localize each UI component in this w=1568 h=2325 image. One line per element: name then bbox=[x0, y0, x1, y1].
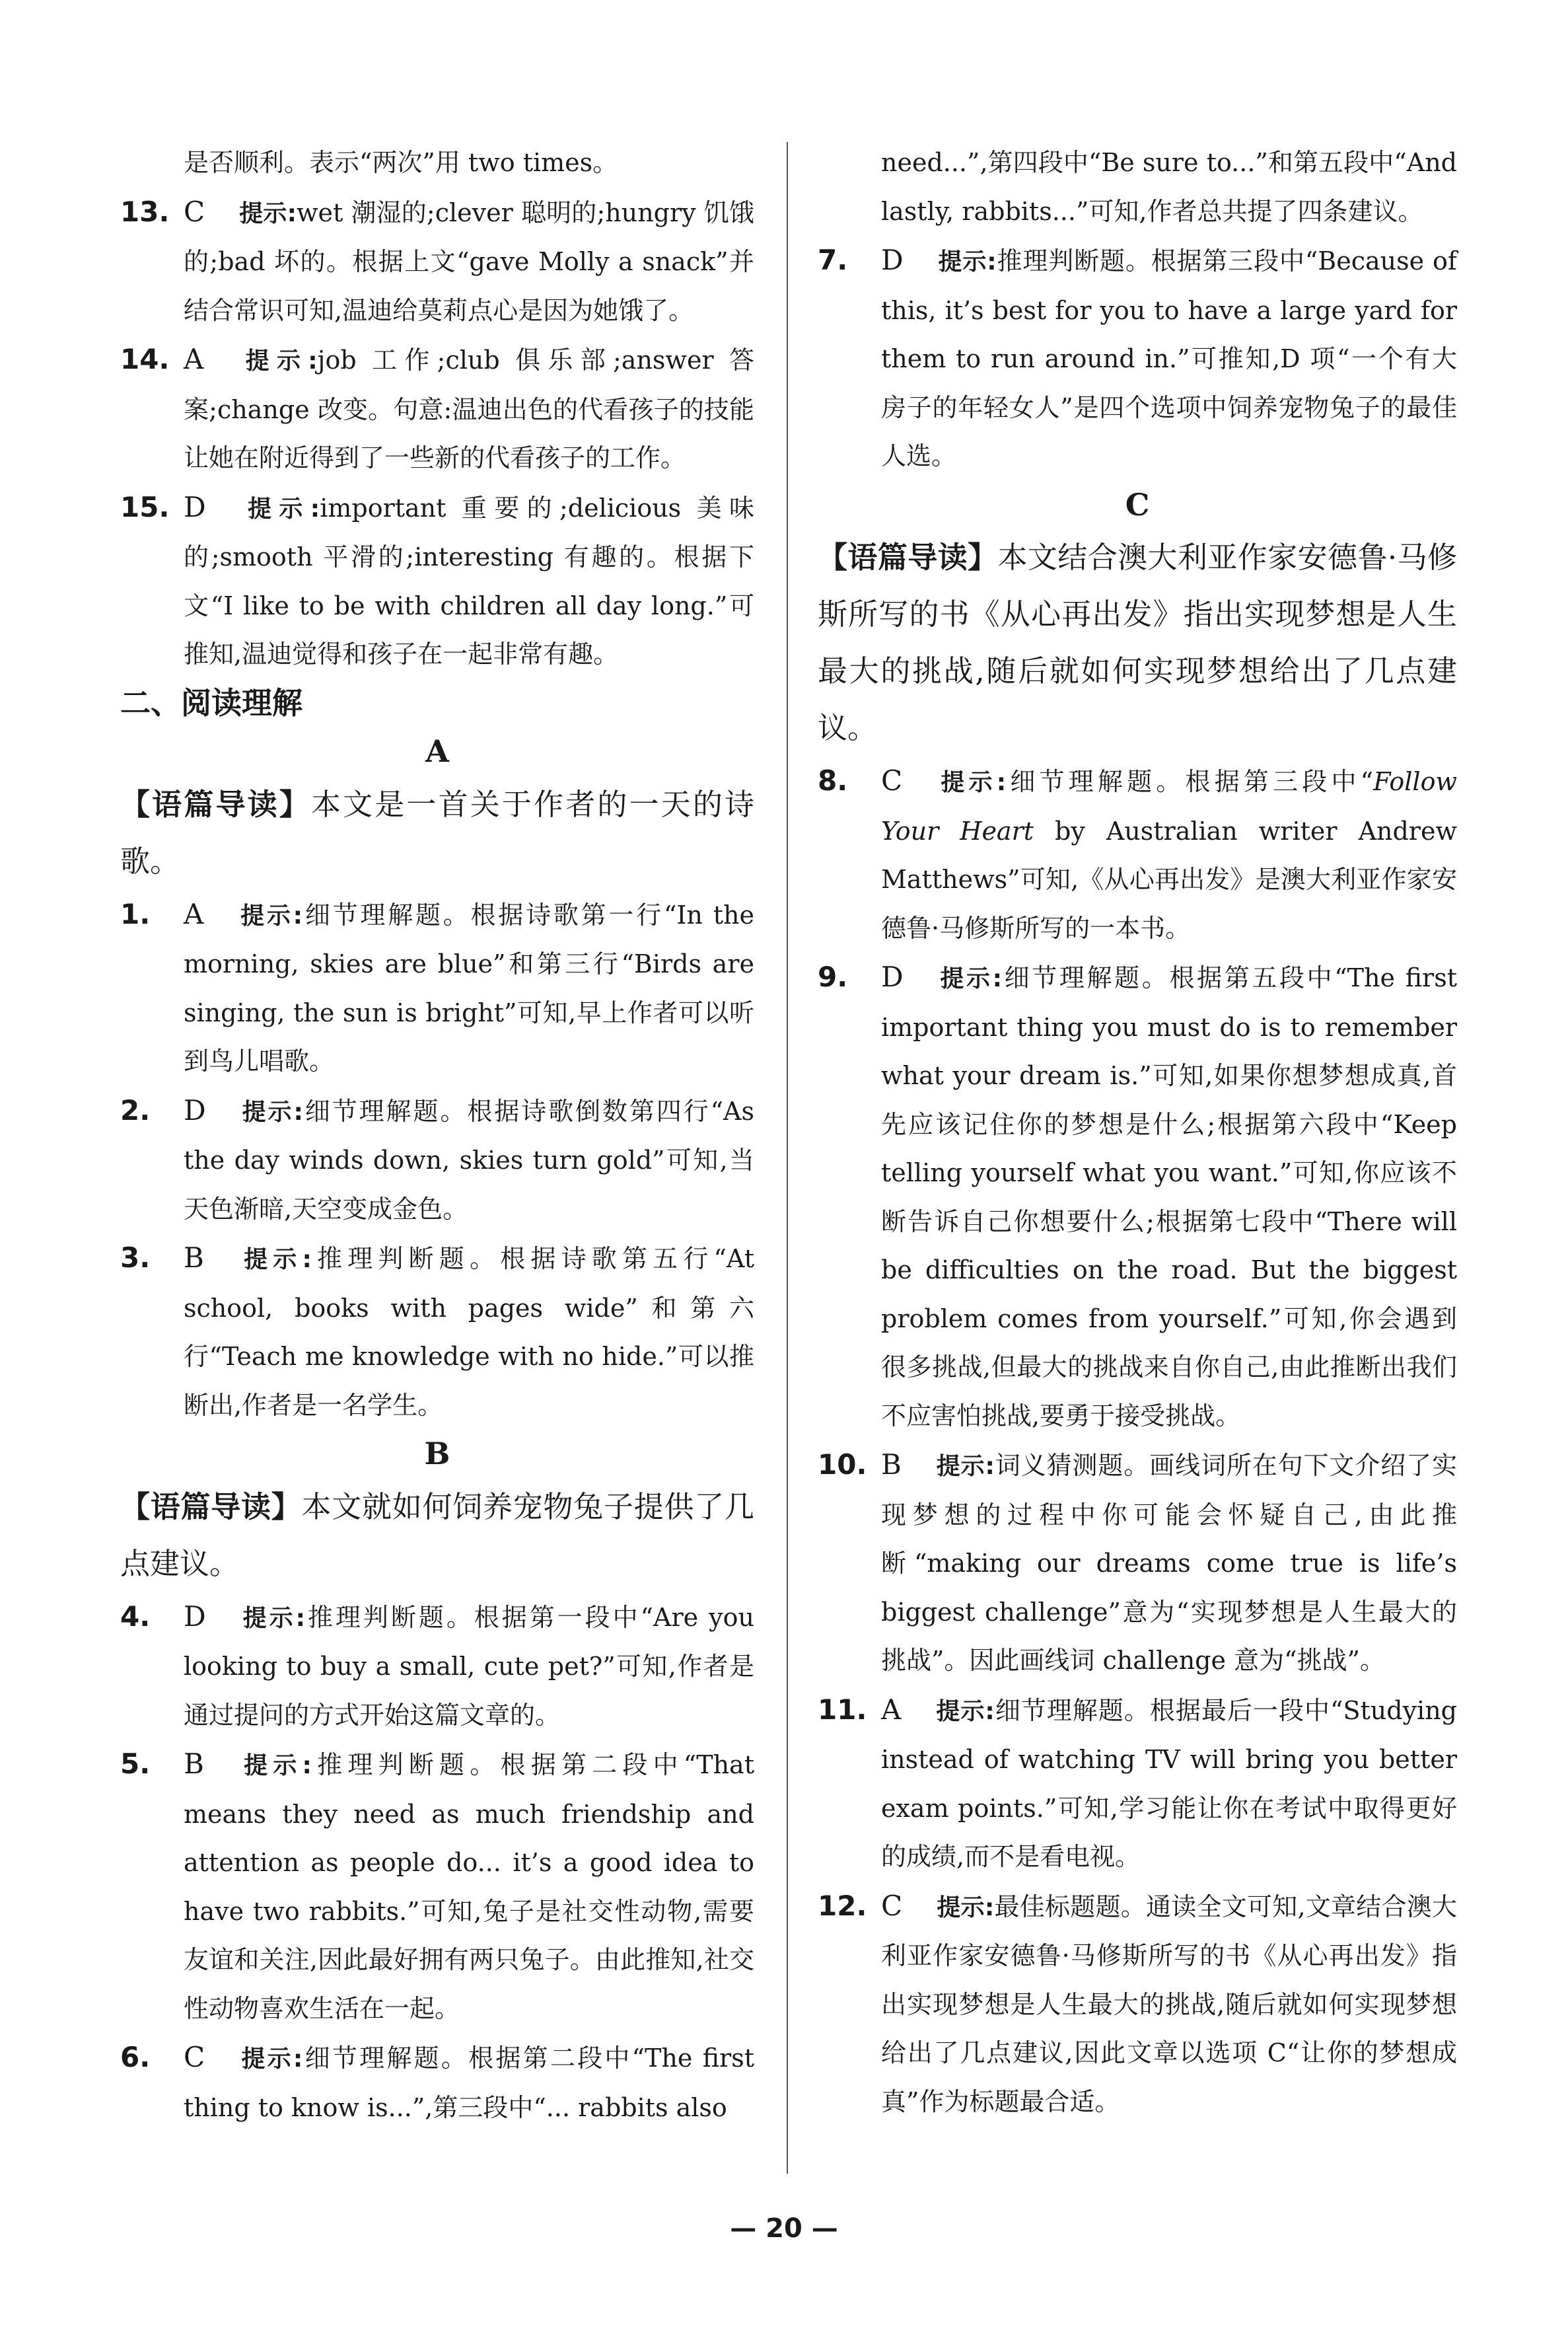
answer-letter: D bbox=[184, 1093, 206, 1126]
hint-text: wet 潮湿的;clever 聪明的;hungry 饥饿的;bad 坏的。根据上文“gave Molly a snack”并结合常识可知,温迪给莫莉点心是因为她饿了。 bbox=[184, 198, 754, 325]
answer-item-13 bbox=[120, 188, 754, 336]
answer-item-4 bbox=[120, 1592, 754, 1740]
hint-text: 推理判断题。根据第一段中“Are you looking to buy a small, cute pet?”可知,作者是通过提问的方式开始这篇文章的。 bbox=[184, 1602, 754, 1730]
intro-label: 【语篇导读】 bbox=[120, 1489, 302, 1524]
answer-letter: C bbox=[184, 2041, 205, 2073]
intro-text: 本文结合澳大利亚作家安德鲁·马修斯所写的书《从心再出发》指出实现梦想是人生最大的挑战,随后就如何实现梦想给出了几点建议。 bbox=[818, 540, 1457, 745]
question-number: 6. bbox=[120, 2041, 151, 2073]
section-label-a: A bbox=[425, 733, 449, 769]
answer-letter: B bbox=[881, 1448, 902, 1481]
question-number: 11. bbox=[818, 1693, 867, 1726]
answer-letter: D bbox=[881, 244, 904, 276]
answer-letter: D bbox=[881, 961, 904, 993]
hint-text: important 重要的;delicious 美味的;smooth 平滑的;interesting 有趣的。根据下文“I like to be with children all day long.”可推知,温迪觉得和孩子在一起非常有趣。 bbox=[184, 493, 754, 669]
hint-label: 提示: bbox=[238, 348, 318, 375]
hint-label: 提示: bbox=[937, 965, 1002, 992]
section-heading: 二、阅读理解 bbox=[120, 684, 303, 721]
section-label-c: C bbox=[1125, 486, 1150, 523]
answer-letter: A bbox=[184, 897, 204, 930]
passage-intro-a bbox=[120, 776, 754, 890]
answer-item-2 bbox=[120, 1086, 754, 1234]
answer-letter: C bbox=[881, 1889, 903, 1922]
hint-label: 提示: bbox=[239, 2046, 303, 2073]
hint-label: 提示: bbox=[937, 769, 1007, 796]
hint-text: 细节理解题。根据第三段中“ bbox=[1006, 767, 1374, 796]
intro-label: 【语篇导读】 bbox=[818, 540, 998, 575]
question-number: 15. bbox=[120, 490, 170, 523]
hint-text: 最佳标题题。通读全文可知,文章结合澳大利亚作家安德鲁·马修斯所写的书《从心再出发》指出实现梦想是人生最大的挑战,随后就如何实现梦想给出了几点建议,因此文章以选项 C“让你的梦想成真”作为标题最合适。 bbox=[881, 1892, 1457, 2116]
answer-letter: B bbox=[184, 1241, 204, 1274]
left-column bbox=[120, 139, 754, 2132]
question-number: 9. bbox=[818, 961, 848, 993]
question-number: 1. bbox=[120, 897, 151, 930]
hint-label: 提示: bbox=[240, 495, 320, 523]
question-number: 8. bbox=[818, 764, 848, 797]
question-number: 10. bbox=[818, 1448, 867, 1481]
column-divider bbox=[787, 142, 788, 2174]
answer-item-11 bbox=[818, 1685, 1457, 1882]
hint-text: 细节理解题。根据第五段中“The first important thing you must do is to remember what your dream is.”可知,如果你想梦想成真,首先应该记住你的梦想是什么;根据第六段中“Keep telling yourself what you want.”可知,你应该不断告诉自己你想要什么;根据第七段中“There will be difficulties on the road. But the biggest problem comes from yourself.”可知,你会遇到很多挑战,但最大的挑战来自你自己,由此推断出我们不应害怕挑战,要勇于接受挑战。 bbox=[881, 963, 1457, 1430]
page-number: — 20 — bbox=[730, 2213, 838, 2244]
hint-label: 提示: bbox=[935, 1697, 995, 1725]
answer-letter: C bbox=[881, 764, 903, 797]
hint-text: 细节理解题。根据第二段中“The first thing to know is...”,第三段中“... rabbits also bbox=[184, 2044, 754, 2122]
hint-label: 提示: bbox=[937, 248, 997, 276]
hint-label: 提示: bbox=[240, 1604, 305, 1632]
question-number: 14. bbox=[120, 343, 170, 375]
hint-label: 提示: bbox=[239, 200, 297, 227]
hint-text: 词义猜测题。画线词所在句下文介绍了实现梦想的过程中你可能会怀疑自己,由此推断“making our dreams come true is life’s biggest challenge”意为“实现梦想是人生最大的挑战”。因此画线词 challenge 意为“挑战”。 bbox=[881, 1451, 1457, 1675]
intro-text: 本文就如何饲养宠物兔子提供了几点建议。 bbox=[120, 1489, 754, 1581]
question-number: 12. bbox=[818, 1889, 867, 1922]
hint-text: 推理判断题。根据诗歌第五行“At school, books with pages wide”和第六行“Teach me knowledge with no hide.”可以推断出,作者是一名学生。 bbox=[184, 1244, 754, 1420]
hint-label: 提示: bbox=[238, 1246, 312, 1273]
passage-intro-b bbox=[120, 1479, 754, 1592]
question-number: 4. bbox=[120, 1600, 151, 1633]
answer-item-1 bbox=[120, 890, 754, 1086]
answer-item-3 bbox=[120, 1234, 754, 1430]
continued-text: need...”,第四段中“Be sure to...”和第五段中“And lastly, rabbits...”可知,作者总共提了四条建议。 bbox=[881, 148, 1457, 226]
answer-item-6 bbox=[120, 2033, 754, 2132]
answer-item-12 bbox=[818, 1882, 1457, 2127]
hint-text: 细节理解题。根据诗歌第一行“In the morning, skies are blue”和第三行“Birds are singing, the sun is bright”可知,早上作者可以听到鸟儿唱歌。 bbox=[184, 900, 754, 1076]
intro-text: 本文是一首关于作者的一天的诗歌。 bbox=[120, 786, 754, 879]
hint-text: 推理判断题。根据第三段中“Because of this, it’s best for you to have a large yard for them to run around in.”可推知,D 项“一个有大房子的年轻女人”是四个选项中饲养宠物兔子的最佳人选。 bbox=[881, 246, 1457, 470]
hint-text: job 工作;club 俱乐部;answer 答案;change 改变。句意:温迪出色的代看孩子的技能让她在附近得到了一些新的代看孩子的工作。 bbox=[184, 346, 754, 472]
question-number: 5. bbox=[120, 1748, 151, 1780]
passage-intro-c bbox=[818, 529, 1457, 757]
answer-item-10 bbox=[818, 1440, 1457, 1685]
question-number: 3. bbox=[120, 1241, 151, 1274]
answer-letter: D bbox=[184, 490, 206, 523]
hint-label: 提示: bbox=[238, 1752, 312, 1779]
hint-label: 提示: bbox=[937, 1894, 995, 1921]
answer-item-9 bbox=[818, 953, 1457, 1440]
question-number: 7. bbox=[818, 244, 848, 276]
answer-letter: B bbox=[184, 1748, 204, 1780]
hint-text: by Australian writer Andrew Matthews”可知,《从心再出发》是澳大利亚作家安德鲁·马修斯所写的一本书。 bbox=[881, 816, 1457, 943]
hint-text: 细节理解题。根据最后一段中“Studying instead of watching TV will bring you better exam points.”可知,学习能让你在考试中取得更好的成绩,而不是看电视。 bbox=[881, 1695, 1457, 1871]
answer-item-8 bbox=[818, 757, 1457, 953]
hint-label: 提示: bbox=[238, 902, 303, 930]
continued-text: 是否顺利。表示“两次”用 two times。 bbox=[184, 148, 618, 177]
question-number: 2. bbox=[120, 1093, 151, 1126]
answer-letter: A bbox=[881, 1693, 902, 1726]
answer-item-7 bbox=[818, 236, 1457, 481]
hint-text: 推理判断题。根据第二段中“That means they need as much friendship and attention as people do... it’s a good idea to have two rabbits.”可知,兔子是社交性动物,需要友谊和关注,因此最好拥有两只兔子。由此推知,社交性动物喜欢生活在一起。 bbox=[184, 1750, 754, 2023]
answer-item-5 bbox=[120, 1740, 754, 2033]
answer-letter: C bbox=[184, 195, 205, 228]
hint-text: 细节理解题。根据诗歌倒数第四行“As the day winds down, skies turn gold”可知,当天色渐暗,天空变成金色。 bbox=[184, 1096, 754, 1224]
hint-label: 提示: bbox=[240, 1098, 303, 1126]
intro-label: 【语篇导读】 bbox=[120, 786, 311, 822]
answer-item-14 bbox=[120, 335, 754, 483]
right-column bbox=[818, 139, 1457, 2126]
answer-letter: A bbox=[184, 343, 204, 375]
section-label-b: B bbox=[424, 1436, 450, 1471]
book-title: Follow Your Heart bbox=[881, 767, 1457, 846]
question-number: 13. bbox=[120, 195, 170, 228]
answer-item-15 bbox=[120, 483, 754, 679]
hint-label: 提示: bbox=[935, 1453, 995, 1480]
answer-letter: D bbox=[184, 1600, 206, 1633]
